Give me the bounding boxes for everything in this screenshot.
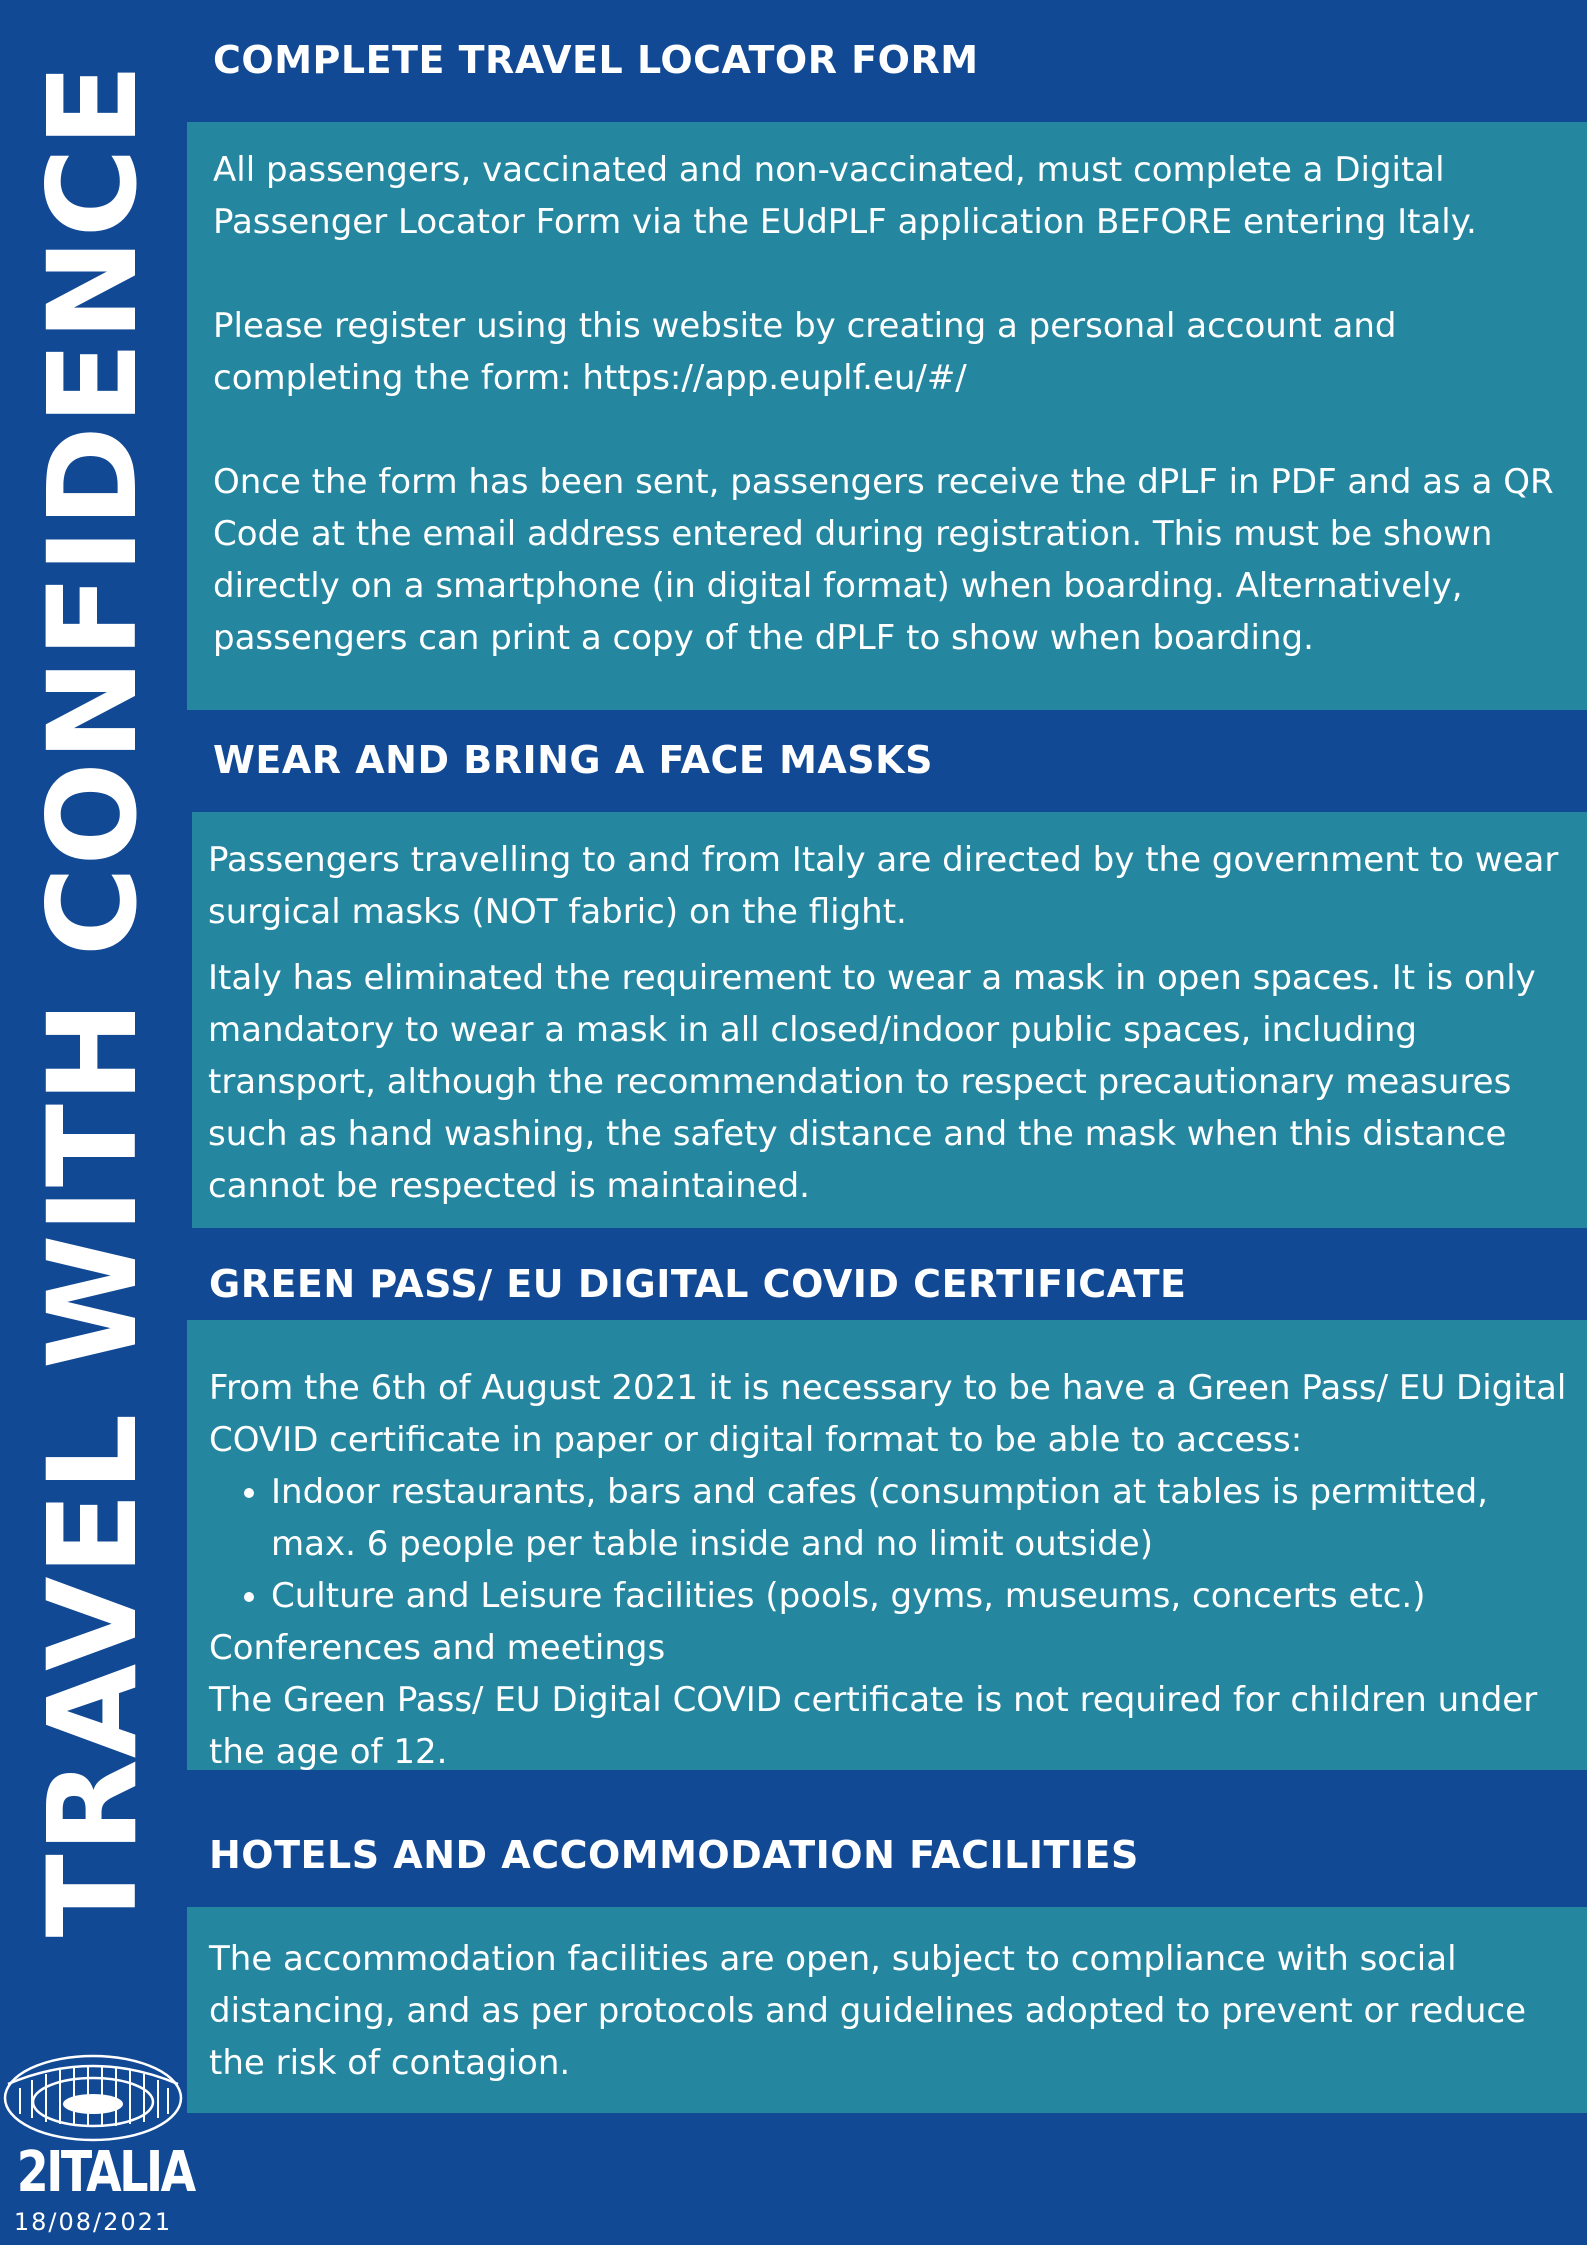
list-item: • Indoor restaurants, bars and cafes (consumption at tables is permitted, max. 6 people per table inside and no limit outside) xyxy=(271,1466,1577,1570)
publication-date: 18/08/2021 xyxy=(13,2208,173,2236)
masks-paragraph: Passengers travelling to and from Italy are directed by the government to wear surgical masks (NOT fabric) on the flight. xyxy=(208,840,1559,932)
green-pass-venue-list xyxy=(209,1466,1577,1622)
panel-hotels xyxy=(187,1907,1587,2113)
list-item: • Culture and Leisure facilities (pools, gyms, museums, concerts etc.) xyxy=(271,1570,1577,1622)
locator-paragraph: All passengers, vaccinated and non-vaccinated, must complete a Digital Passenger Locator Form via the EUdPLF application BEFORE entering Italy. xyxy=(213,150,1477,242)
locator-paragraph: Once the form has been sent, passengers receive the dPLF in PDF and as a QR Code at the email address entered during registration. This must be shown directly on a smartphone (in digital format) when boarding. Alternatively, passengers can print a copy of the dPLF to show when boarding. xyxy=(213,462,1554,658)
masks-paragraph: Italy has eliminated the requirement to wear a mask in open spaces. It is only mandatory to wear a mask in all closed/indoor public spaces, including transport, although the recommendation to respect precautionary measures such as hand washing, the safety distance and the mask when this distance cannot be respected is maintained. xyxy=(208,958,1536,1206)
green-pass-extra-line: Conferences and meetings xyxy=(209,1628,666,1668)
heading-travel-locator-form: COMPLETE TRAVEL LOCATOR FORM xyxy=(213,38,979,82)
panel-face-masks xyxy=(192,812,1587,1228)
brand-logo-text: 2ITALIA xyxy=(16,2140,194,2205)
green-pass-intro: From the 6th of August 2021 it is necessary to be have a Green Pass/ EU Digital COVID certificate in paper or digital format to be able to access: xyxy=(209,1368,1567,1460)
hotels-paragraph: The accommodation facilities are open, subject to compliance with social distancing, and as per protocols and guidelines adopted to prevent or reduce the risk of contagion. xyxy=(209,1939,1527,2083)
banner-title-text: TRAVEL WITH CONFIDENCE xyxy=(22,62,164,1938)
locator-paragraph: Please register using this website by creating a personal account and completing the form: https://app.euplf.eu/#/ xyxy=(213,306,1397,398)
vertical-banner-title xyxy=(0,0,186,2010)
panel-travel-locator-form xyxy=(187,122,1587,710)
colosseum-logo-icon xyxy=(0,2028,194,2238)
heading-face-masks: WEAR AND BRING A FACE MASKS xyxy=(213,738,933,782)
heading-green-pass: GREEN PASS/ EU DIGITAL COVID CERTIFICATE xyxy=(209,1262,1187,1306)
panel-green-pass xyxy=(187,1320,1587,1770)
green-pass-note: The Green Pass/ EU Digital COVID certificate is not required for children under the age of 12. xyxy=(209,1680,1538,1772)
heading-hotels: HOTELS AND ACCOMMODATION FACILITIES xyxy=(209,1833,1139,1877)
